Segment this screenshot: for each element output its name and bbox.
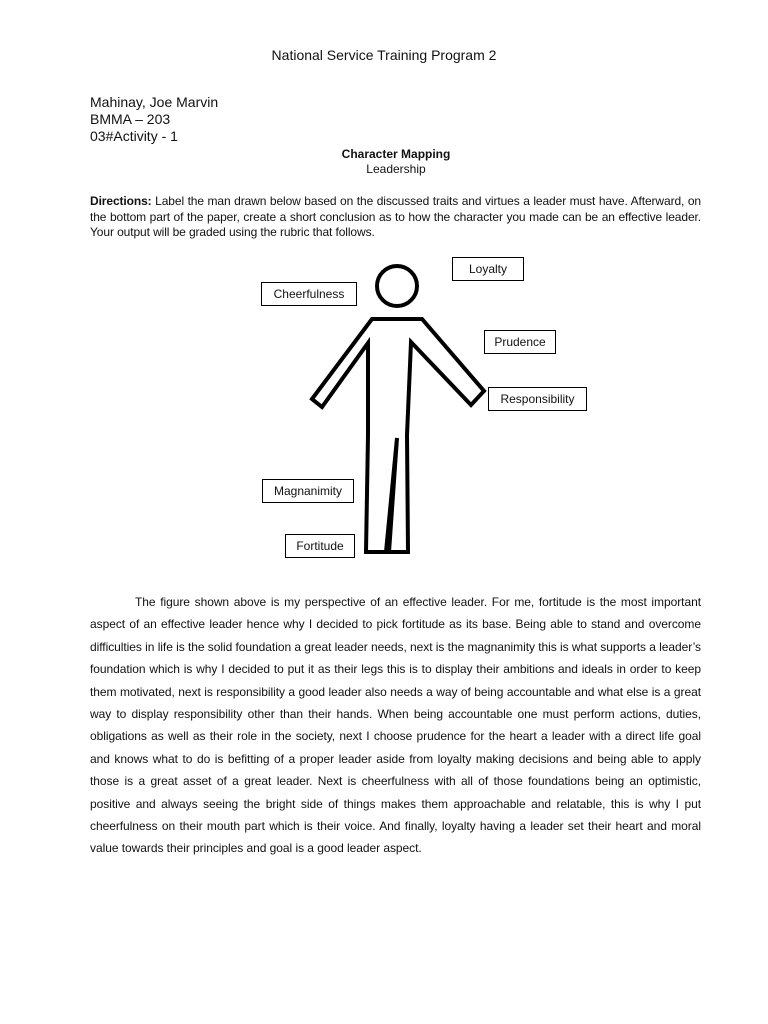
label-magnanimity: Magnanimity bbox=[262, 479, 354, 503]
directions-text: Label the man drawn below based on the discussed traits and virtues a leader must have. Afterward, on the bottom part of the paper, create a short conclusion as to how the character you made can be an effective leader. Your output will be graded using the rubric that follows. bbox=[90, 194, 701, 239]
worksheet-subtitle: Leadership bbox=[366, 162, 426, 176]
conclusion-paragraph: The figure shown above is my perspective of an effective leader. For me, fortitude is the most important aspect of an effective leader hence why I decided to pick fortitude as its base. Being able to stand and overcome difficulties in life is the solid foundation a great leader needs, next is the magnanimity this is what supports a leader’s foundation which is why I decided to put it as their legs this is to display their ambitions and ideals in order to keep them motivated, next is responsibility a good leader also needs a way of being accountable and what else is a great way to display responsibility other than their hands. When being accountable one must perform actions, duties, obligations as well as their role in the society, next I choose prudence for the heart a leader with a direct life goal and knows what to do is befitting of a proper leader aside from loyalty making decisions and being able to apply those is a great asset of a great leader. Next is cheerfulness with all of those foundations being an optimistic, positive and always seeing the bright side of things makes them approachable and relatable, this is why I put cheerfulness on their mouth part which is their voice. And finally, loyalty having a leader set their heart and moral value towards their principles and goal is a good leader aspect. bbox=[90, 595, 701, 856]
label-loyalty: Loyalty bbox=[452, 257, 524, 281]
label-cheerfulness: Cheerfulness bbox=[261, 282, 357, 306]
character-map-figure bbox=[250, 250, 600, 570]
student-name: Mahinay, Joe Marvin bbox=[90, 94, 219, 110]
directions-label: Directions: bbox=[90, 194, 152, 208]
label-responsibility: Responsibility bbox=[488, 387, 587, 411]
label-prudence: Prudence bbox=[484, 330, 556, 354]
activity-number: 03#Activity - 1 bbox=[90, 128, 178, 144]
student-info bbox=[90, 94, 218, 145]
directions-paragraph bbox=[90, 194, 701, 241]
course-title: National Service Training Program 2 bbox=[271, 47, 497, 63]
student-section: BMMA – 203 bbox=[90, 111, 171, 127]
figure-head bbox=[377, 266, 417, 306]
label-fortitude: Fortitude bbox=[285, 534, 355, 558]
figure-body-outline bbox=[312, 319, 484, 552]
worksheet-title: Character Mapping bbox=[341, 147, 451, 161]
